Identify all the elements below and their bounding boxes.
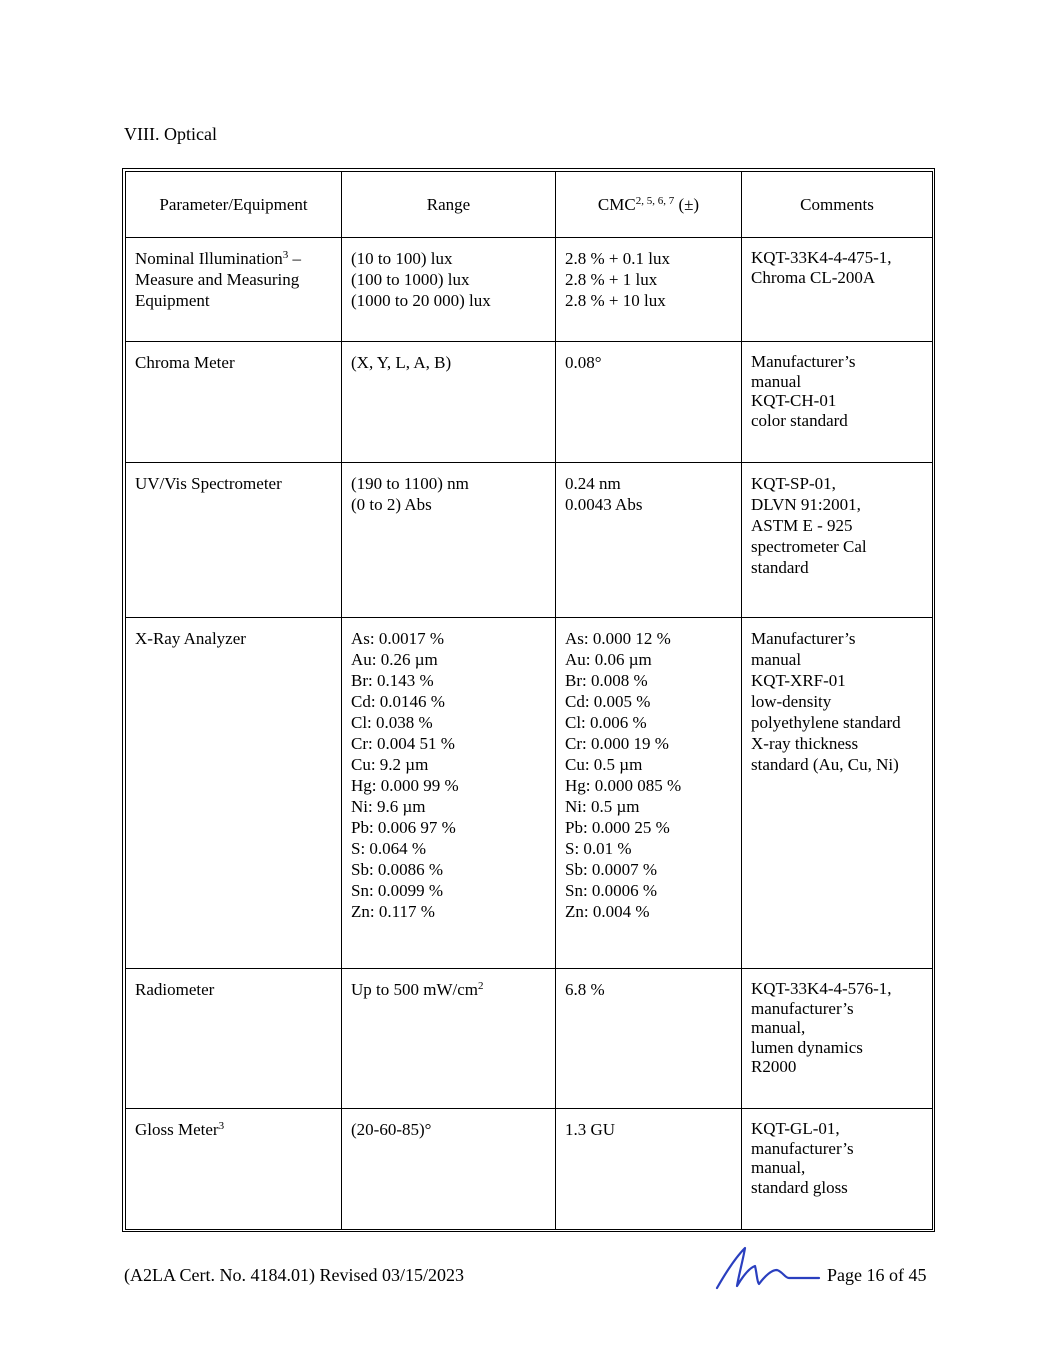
parameter-cell — [126, 969, 342, 1109]
comment-line: lumen dynamics — [751, 1037, 863, 1057]
cmc-value: Cd: 0.005 % — [565, 692, 651, 711]
range-cell — [342, 238, 556, 342]
comment-line: polyethylene standard — [751, 713, 901, 732]
comment-line: manual, — [751, 1158, 806, 1177]
table-header-row — [126, 172, 933, 238]
table-row — [126, 238, 933, 342]
parameter-name-rest: – — [288, 249, 302, 268]
cmc-value: 2.8 % + 10 lux — [565, 291, 666, 310]
comments-cell — [742, 1109, 933, 1230]
cmc-cell — [556, 618, 742, 969]
parameter-cell — [126, 342, 342, 463]
cmc-cell — [556, 238, 742, 342]
comment-line: manufacturer’s — [751, 1138, 854, 1158]
parameter-name: Nominal Illumination — [135, 249, 283, 268]
comment-line: Chroma CL-200A — [751, 267, 876, 287]
cmc-value: Cr: 0.000 19 % — [565, 734, 669, 753]
comment-line: manual — [751, 650, 802, 669]
comments-cell — [742, 618, 933, 969]
comment-line: ASTM E - 925 — [751, 516, 853, 535]
range-cell — [342, 463, 556, 618]
range-cell — [342, 1109, 556, 1230]
comment-line: KQT-SP-01, — [751, 474, 836, 493]
table-row — [126, 969, 933, 1109]
cmc-value: 0.24 nm — [565, 474, 621, 493]
section-heading: VIII. Optical — [124, 124, 217, 144]
footer-cert-info: (A2LA Cert. No. 4184.01) Revised 03/15/2023 — [124, 1265, 464, 1285]
comment-line: standard — [751, 558, 809, 577]
table-row — [126, 618, 933, 969]
cmc-cell — [556, 969, 742, 1109]
comment-line: DLVN 91:2001, — [751, 495, 861, 514]
range-value: (100 to 1000) lux — [351, 270, 470, 289]
comment-line: Manufacturer’s — [751, 352, 856, 371]
range-value: (20-60-85)° — [351, 1120, 432, 1139]
range-value: S: 0.064 % — [351, 839, 427, 858]
parameter-name: Radiometer — [135, 980, 215, 999]
comment-line: spectrometer Cal — [751, 537, 867, 556]
comments-cell — [742, 969, 933, 1109]
comment-line: standard (Au, Cu, Ni) — [751, 755, 899, 774]
comment-line: Manufacturer’s — [751, 629, 856, 648]
cmc-cell — [556, 1109, 742, 1230]
comment-line: manual, — [751, 1018, 806, 1037]
cmc-value: 1.3 GU — [565, 1120, 616, 1139]
cmc-value: S: 0.01 % — [565, 839, 632, 858]
cmc-value: Cu: 0.5 µm — [565, 755, 643, 774]
cmc-value: 2.8 % + 1 lux — [565, 270, 658, 289]
range-value: Zn: 0.117 % — [351, 902, 435, 921]
comment-line: low-density — [751, 692, 832, 711]
cmc-value: 0.0043 Abs — [565, 495, 643, 514]
cmc-value: 6.8 % — [565, 980, 605, 999]
comment-line: manufacturer’s — [751, 998, 854, 1018]
range-cell — [342, 342, 556, 463]
cmc-value: Br: 0.008 % — [565, 671, 648, 690]
parameter-cell — [126, 463, 342, 618]
range-value: Cu: 9.2 µm — [351, 755, 429, 774]
parameter-name: X-Ray Analyzer — [135, 629, 246, 648]
range-value: Pb: 0.006 97 % — [351, 818, 456, 837]
range-value: (10 to 100) lux — [351, 249, 453, 268]
parameter-name: Gloss Meter — [135, 1120, 219, 1139]
range-value: Ni: 9.6 µm — [351, 797, 426, 816]
signature-stroke — [717, 1248, 819, 1288]
table-row — [126, 1109, 933, 1230]
comment-line: color standard — [751, 410, 848, 430]
range-value: Sn: 0.0099 % — [351, 881, 444, 900]
cmc-value: 2.8 % + 0.1 lux — [565, 249, 670, 268]
range-value: Au: 0.26 µm — [351, 650, 438, 669]
range-value: Sb: 0.0086 % — [351, 860, 444, 879]
table-row — [126, 342, 933, 463]
cmc-value: Zn: 0.004 % — [565, 902, 650, 921]
signature-image — [713, 1244, 821, 1290]
parameter-footnote: 3 — [282, 249, 289, 261]
footer-page-number: Page 16 of 45 — [827, 1265, 927, 1285]
header-parameter: Parameter/Equipment — [126, 172, 342, 238]
comment-line: manual — [751, 371, 802, 391]
range-value: Up to 500 mW/cm — [351, 980, 479, 999]
comment-line: standard gloss — [751, 1177, 848, 1197]
range-value: (1000 to 20 000) lux — [351, 291, 491, 310]
comment-line: KQT-33K4-4-475-1, — [751, 248, 892, 267]
cmc-value: Sb: 0.0007 % — [565, 860, 658, 879]
header-comments: Comments — [742, 172, 933, 238]
parameter-line: Measure and Measuring — [135, 270, 300, 289]
range-value: Br: 0.143 % — [351, 671, 434, 690]
comments-cell — [742, 342, 933, 463]
comments-cell — [742, 238, 933, 342]
cmc-value: As: 0.000 12 % — [565, 629, 671, 648]
parameter-footnote: 3 — [218, 1120, 225, 1132]
range-value: Cd: 0.0146 % — [351, 692, 445, 711]
range-cell — [342, 969, 556, 1109]
cmc-value: Pb: 0.000 25 % — [565, 818, 670, 837]
calibration-table-frame — [122, 168, 935, 1232]
header-range: Range — [342, 172, 556, 238]
calibration-table — [125, 171, 933, 1230]
cmc-value: Cl: 0.006 % — [565, 713, 647, 732]
comment-line: KQT-GL-01, — [751, 1119, 840, 1138]
parameter-line: Equipment — [135, 291, 210, 310]
header-cmc-label: CMC — [597, 195, 636, 214]
header-cmc-suffix: (±) — [674, 195, 700, 214]
range-value: Hg: 0.000 99 % — [351, 776, 459, 795]
parameter-cell — [126, 618, 342, 969]
comments-cell — [742, 463, 933, 618]
range-value: As: 0.0017 % — [351, 629, 445, 648]
table-row — [126, 463, 933, 618]
comment-line: R2000 — [751, 1057, 797, 1076]
cmc-value: Ni: 0.5 µm — [565, 797, 640, 816]
comment-line: KQT-CH-01 — [751, 391, 837, 410]
cmc-value: Au: 0.06 µm — [565, 650, 652, 669]
cmc-cell — [556, 463, 742, 618]
parameter-name: UV/Vis Spectrometer — [135, 474, 282, 493]
range-value: (X, Y, L, A, B) — [351, 353, 452, 372]
range-value: Cl: 0.038 % — [351, 713, 433, 732]
comment-line: KQT-XRF-01 — [751, 671, 846, 690]
cmc-value: Sn: 0.0006 % — [565, 881, 658, 900]
range-value: (0 to 2) Abs — [351, 495, 432, 514]
header-cmc — [556, 172, 742, 238]
range-cell — [342, 618, 556, 969]
parameter-cell — [126, 1109, 342, 1230]
range-value: Cr: 0.004 51 % — [351, 734, 455, 753]
parameter-name: Chroma Meter — [135, 353, 235, 372]
parameter-cell — [126, 238, 342, 342]
cmc-cell — [556, 342, 742, 463]
range-value: (190 to 1100) nm — [351, 474, 469, 493]
cmc-value: Hg: 0.000 085 % — [565, 776, 682, 795]
header-cmc-footnote: 2, 5, 6, 7 — [635, 195, 675, 207]
comment-line: X-ray thickness — [751, 734, 859, 753]
range-unit-exponent: 2 — [478, 980, 484, 992]
cmc-value: 0.08° — [565, 353, 602, 372]
comment-line: KQT-33K4-4-576-1, — [751, 979, 892, 998]
